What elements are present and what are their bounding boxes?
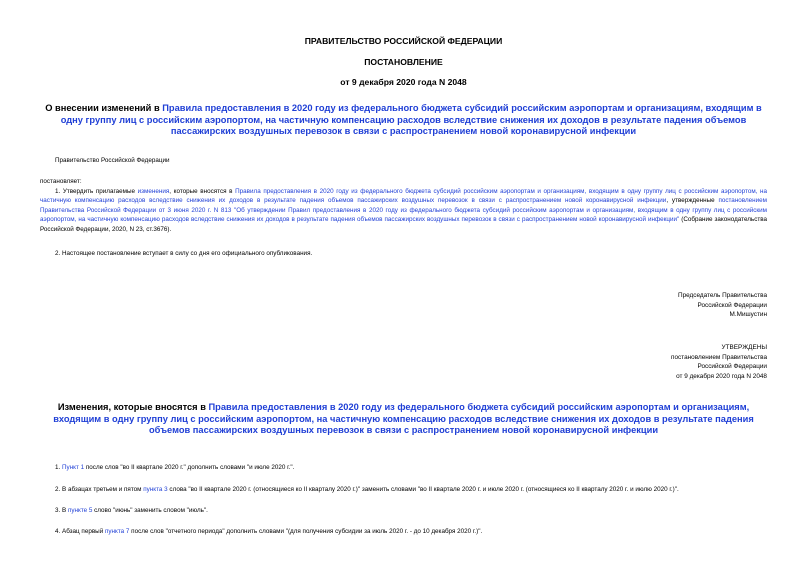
approved-label: УТВЕРЖДЕНЫ — [721, 344, 767, 351]
signature-position: Председатель Правительства — [678, 292, 767, 299]
p1-text-4: (Собрание законодательства Российской Федерации, 2020, N 23, ст.3676). — [40, 216, 768, 233]
item-4-link[interactable]: пункта 7 — [104, 528, 130, 535]
document-date: от 9 декабря 2020 года N 2048 — [340, 77, 467, 87]
signature-org: Российской Федерации — [697, 301, 767, 309]
approved-block — [671, 343, 767, 381]
resolution-813-link[interactable]: постановлением Правительства Российской Федерации от 3 июня 2020 г. N 813 "Об утверждении Правил предоставления в 2020 году из федерального бюджета субсидий российским аэропортам и организациям, входящим в одну группу лиц с российским аэропортом, на частичную компенсацию расходов вследствие снижения их доходов в результате падения объемов пассажирских воздушных перевозок в связи с распространением новой коронавирусной инфекции" — [40, 197, 767, 224]
item-4-prefix: 4. Абзац первый — [55, 528, 105, 535]
government-name: ПРАВИТЕЛЬСТВО РОССИЙСКОЙ ФЕДЕРАЦИИ — [304, 36, 503, 46]
list-item — [55, 463, 294, 472]
item-4-text: после слов "отчетного периода" дополнить словами "(для получения субсидии за июль 2020 г. - до 10 декабря 2020 г.)". — [129, 528, 483, 535]
approved-date: от 9 декабря 2020 года N 2048 — [676, 372, 767, 380]
item-3-text: слово "июнь" заменить словом "июль". — [92, 507, 208, 514]
title-prefix: О внесении изменений в — [45, 103, 163, 113]
item-3-link[interactable]: пункте 5 — [67, 507, 93, 514]
item-2-text: слова "во II квартале 2020 г. (относящиеся ко II кварталу 2020 г.)" заменить словами "во II квартале 2020 г. и июле 2020 г. (относящиеся ко II кварталу 2020 г. и июлю 2020 г.)". — [167, 486, 679, 493]
document-title — [40, 103, 767, 138]
paragraph-1 — [40, 187, 767, 234]
approved-org: Российской Федерации — [697, 363, 767, 371]
item-1-text: после слов "во II квартале 2020 г." дополнить словами "и июле 2020 г.". — [84, 464, 295, 471]
item-2-link[interactable]: пункта 3 — [143, 486, 168, 493]
paragraph-2: 2. Настоящее постановление вступает в силу со дня его официального опубликования. — [55, 250, 313, 257]
approved-by: постановлением Правительства — [671, 353, 767, 361]
signature-name: М.Мишустин — [729, 311, 767, 319]
p1-text-2: , которые вносятся в — [169, 188, 236, 195]
issuer: Правительство Российской Федерации — [55, 157, 170, 164]
item-3-prefix: 3. В — [55, 507, 68, 514]
changes-rules-link[interactable]: Правила предоставления в 2020 году из федерального бюджета субсидий российским аэропортам и организациям, входящим в одну группу лиц с российским аэропортом, на частичную компенсацию расходов вследствие снижения их доходов в результате падения объемов пассажирских воздушных перевозок в связи с распространением новой коронавирусной инфекции — [53, 402, 754, 435]
document-type: ПОСТАНОВЛЕНИЕ — [364, 57, 443, 67]
item-2-prefix: 2. В абзацах третьем и пятом — [55, 486, 144, 493]
list-item — [55, 527, 482, 536]
list-item — [55, 485, 679, 494]
changes-link[interactable]: изменения — [137, 188, 170, 195]
item-1-link[interactable]: Пункт 1 — [62, 464, 85, 471]
changes-title — [40, 402, 767, 437]
p1-text-1: 1. Утвердить прилагаемые — [55, 188, 138, 195]
decides-label: постановляет: — [40, 178, 82, 185]
list-item — [55, 506, 208, 515]
item-1-prefix: 1. — [55, 464, 63, 471]
changes-title-prefix: Изменения, которые вносятся в — [57, 402, 209, 412]
rules-link[interactable]: Правила предоставления в 2020 году из федерального бюджета субсидий российским аэропортам и организациям, входящим в одну группу лиц с российским аэропортом, на частичную компенсацию расходов вследствие снижения их доходов в результате падения объемов пассажирских воздушных перевозок в связи с распространением новой коронавирусной инфекции — [60, 103, 762, 136]
signature-block — [678, 291, 767, 320]
rules-link-2[interactable]: Правила предоставления в 2020 году из федерального бюджета субсидий российским аэропортам и организациям, входящим в одну группу лиц с российским аэропортом, на частичную компенсацию расходов вследствие снижения их доходов в результате падения объемов пассажирских воздушных перевозок в связи с распространением новой коронавирусной инфекции — [40, 188, 767, 205]
p1-text-3: , утвержденные — [666, 197, 719, 205]
